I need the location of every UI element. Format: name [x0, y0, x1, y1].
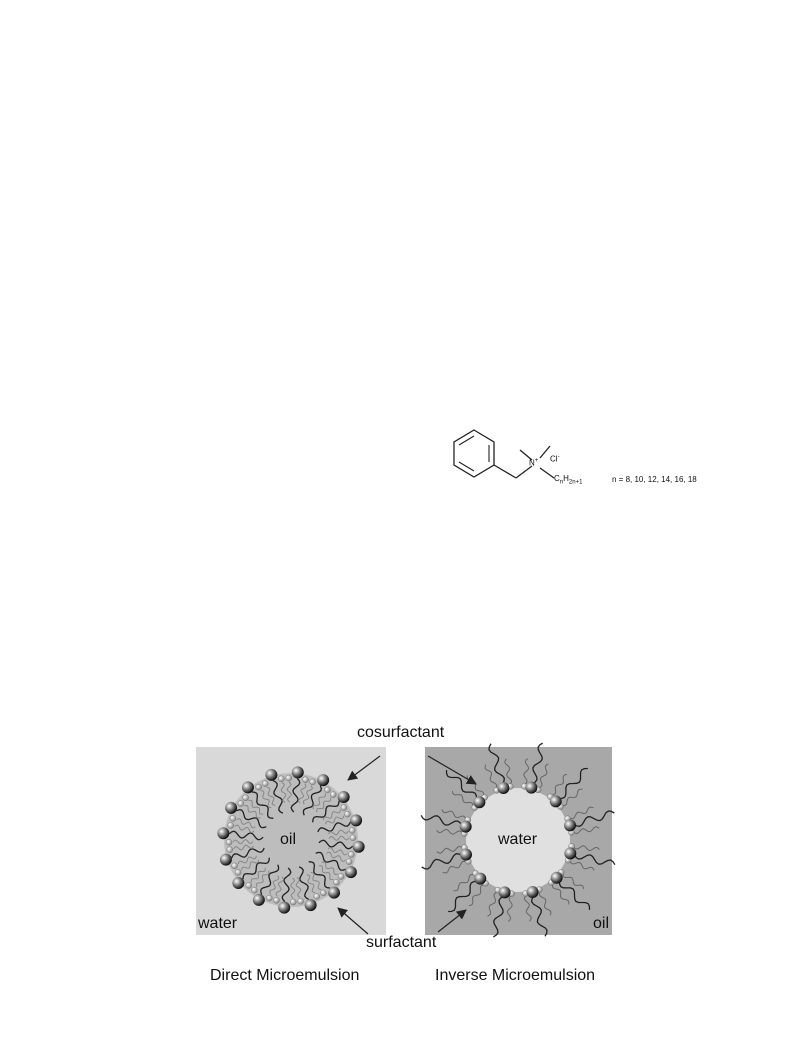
inverse-medium-label: oil — [593, 915, 610, 932]
nitrogen-label: N+ — [529, 458, 539, 468]
direct-core-label: oil — [280, 831, 297, 848]
microemulsion-diagram — [180, 722, 630, 992]
chain-length-values: n = 8, 10, 12, 14, 16, 18 — [612, 475, 697, 484]
surfactant-label: surfactant — [366, 934, 437, 951]
benzalkonium-chloride-structure — [440, 420, 740, 500]
direct-medium-label: water — [198, 915, 238, 932]
direct-caption: Direct Microemulsion — [210, 967, 360, 984]
cosurfactant-label: cosurfactant — [357, 724, 445, 741]
chloride-label: Cl- — [550, 454, 560, 464]
inverse-core-label: water — [498, 831, 538, 848]
molecule-drawing — [440, 420, 740, 500]
alkyl-chain-label: $C_nH_{2n+1}$ — [554, 474, 583, 486]
inverse-caption: Inverse Microemulsion — [435, 967, 596, 984]
